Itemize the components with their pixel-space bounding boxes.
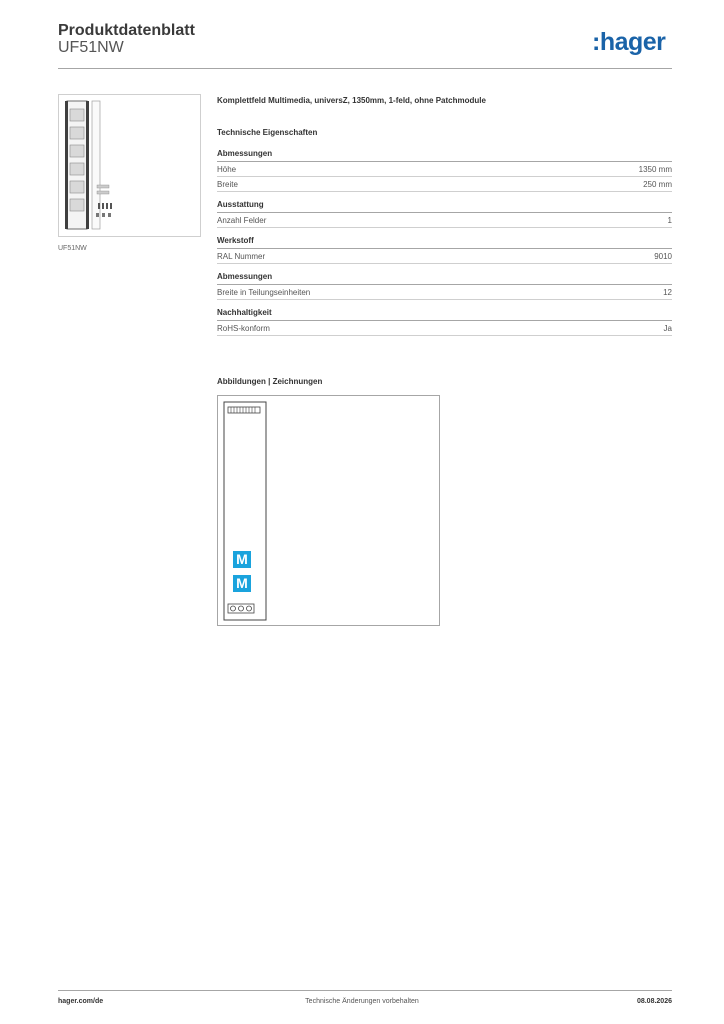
multimedia-module — [233, 551, 251, 568]
section-title: Abmessungen — [217, 149, 672, 162]
footer-notice: Technische Änderungen vorbehalten — [305, 998, 419, 1005]
spec-label: RoHS-konform — [217, 324, 270, 333]
section-title: Werkstoff — [217, 236, 672, 249]
spec-label: Breite — [217, 180, 238, 189]
header-divider — [58, 68, 672, 69]
spec-value: 9010 — [654, 252, 672, 261]
spec-value: 12 — [663, 288, 672, 297]
spec-value: 250 mm — [643, 180, 672, 189]
image-caption: UF51NW — [58, 245, 87, 252]
section-title: Nachhaltigkeit — [217, 308, 672, 321]
section-title: Abmessungen — [217, 272, 672, 285]
spec-value: 1 — [667, 216, 672, 225]
footer-website[interactable]: hager.com/de — [58, 998, 104, 1005]
technical-title: Technische Eigenschaften — [217, 128, 318, 137]
footer-divider — [58, 990, 672, 991]
spec-label: Breite in Teilungseinheiten — [217, 288, 311, 297]
page-title: Produktdatenblatt — [58, 22, 195, 39]
footer-date: 08.08.2026 — [636, 998, 672, 1005]
module-label: M — [236, 551, 248, 567]
spec-label: Anzahl Felder — [217, 216, 267, 225]
spec-row-height — [217, 162, 672, 177]
spec-row-width — [217, 177, 672, 192]
hager-logo: :hager — [592, 28, 666, 56]
spec-row-field-count — [217, 213, 672, 228]
spec-row-rohs — [217, 321, 672, 336]
product-description: Komplettfeld Multimedia, universZ, 1350mm, 1-feld, ohne Patchmodule — [217, 96, 486, 105]
module-label: M — [236, 575, 248, 591]
product-details — [217, 96, 672, 344]
spec-label: RAL Nummer — [217, 252, 266, 261]
logo-text: hager — [599, 28, 666, 56]
drawings-title: Abbildungen | Zeichnungen — [217, 377, 323, 386]
spec-section-dimensions — [217, 149, 672, 192]
multimedia-module — [233, 575, 251, 592]
technical-drawing — [217, 395, 440, 626]
spec-section-equipment — [217, 200, 672, 228]
product-code: UF51NW — [58, 39, 124, 56]
spec-section-dimensions-2 — [217, 272, 672, 300]
spec-label: Höhe — [217, 165, 237, 174]
section-title: Ausstattung — [217, 200, 672, 213]
spec-row-ral — [217, 249, 672, 264]
spec-value: 1350 mm — [638, 165, 672, 174]
spec-section-sustainability — [217, 308, 672, 336]
product-image — [58, 94, 201, 237]
spec-row-pitch-units — [217, 285, 672, 300]
spec-value: Ja — [663, 324, 672, 333]
spec-section-material — [217, 236, 672, 264]
